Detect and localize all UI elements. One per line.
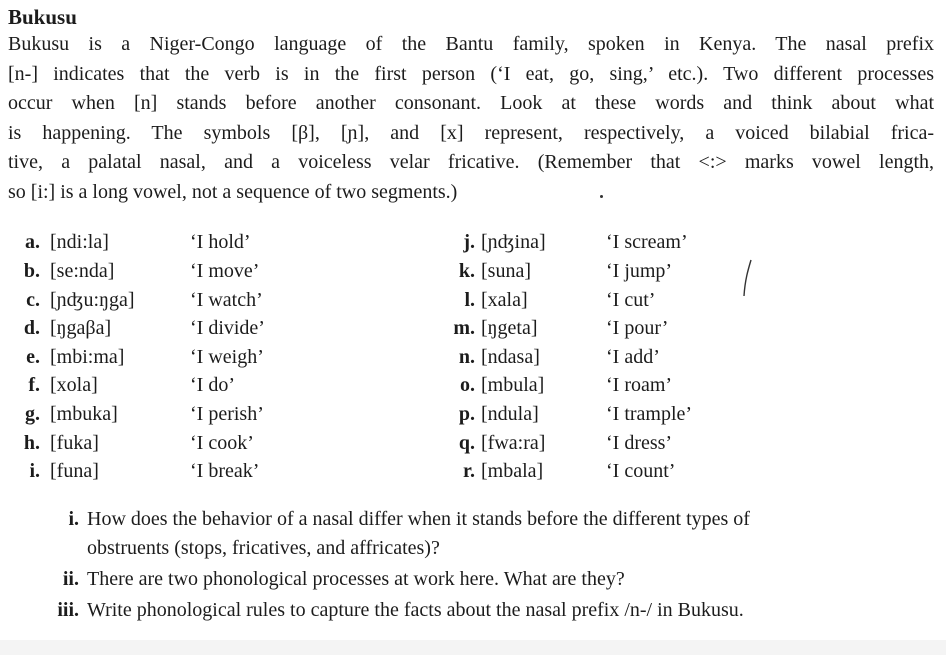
- question-label: i.: [68, 508, 79, 530]
- intro-line: so [i:] is a long vowel, not a sequence of two segments.): [8, 180, 458, 203]
- example-form: [fwa:ra]: [481, 432, 546, 454]
- example-label: d.: [23, 317, 40, 339]
- question-item: [68, 505, 937, 563]
- example-row: [430, 459, 730, 483]
- example-gloss: ‘I add’: [606, 346, 660, 368]
- question-label: ii.: [62, 568, 79, 590]
- intro-line: occur when [n] stands before another consonant. Look at these words and think about what: [8, 92, 934, 115]
- example-gloss: ‘I move’: [190, 260, 260, 282]
- question-item: [62, 565, 937, 594]
- example-form: [ɲʤu:ŋga]: [50, 289, 135, 311]
- example-label: a.: [25, 231, 40, 253]
- example-gloss: ‘I do’: [190, 374, 235, 396]
- example-row: [430, 345, 730, 369]
- example-row: [430, 431, 730, 455]
- example-form: [ŋgeta]: [481, 317, 538, 339]
- example-form: [ŋgaβa]: [50, 317, 112, 339]
- example-row: [430, 316, 730, 340]
- example-form: [mbuka]: [50, 403, 118, 425]
- example-label: i.: [29, 460, 40, 482]
- question-item: [57, 596, 937, 625]
- question-line: obstruents (stops, fricatives, and affricates)?: [87, 537, 440, 559]
- example-form: [mbala]: [481, 460, 544, 482]
- example-row: [430, 230, 730, 254]
- example-row: [0, 230, 420, 254]
- example-gloss: ‘I pour’: [606, 317, 669, 339]
- example-label: l.: [464, 289, 475, 311]
- example-gloss: ‘I trample’: [606, 403, 693, 425]
- example-form: [xola]: [50, 374, 98, 396]
- example-form: [suna]: [481, 260, 531, 282]
- example-label: h.: [23, 432, 40, 454]
- example-gloss: ‘I watch’: [190, 289, 263, 311]
- intro-line: [n-] indicates that the verb is in the first person (‘I eat, go, sing,’ etc.). Two different processes: [8, 62, 934, 85]
- example-gloss: ‘I hold’: [190, 231, 251, 253]
- example-row: [0, 345, 420, 369]
- example-gloss: ‘I count’: [606, 460, 676, 482]
- intro-line: is happening. The symbols [β], [ɲ], and [x] represent, respectively, a voiced bilabial frica-: [8, 121, 934, 144]
- example-form: [ɲʤina]: [481, 231, 546, 253]
- example-label: b.: [23, 260, 40, 282]
- example-label: r.: [462, 460, 475, 482]
- example-gloss: ‘I jump’: [606, 260, 673, 282]
- example-label: m.: [453, 317, 475, 339]
- example-label: e.: [26, 346, 40, 368]
- example-label: k.: [458, 260, 475, 282]
- example-row: [0, 316, 420, 340]
- question-line: There are two phonological processes at work here. What are they?: [87, 568, 625, 590]
- example-row: [430, 288, 730, 312]
- example-form: [se:nda]: [50, 260, 115, 282]
- example-row: [0, 431, 420, 455]
- example-gloss: ‘I cut’: [606, 289, 656, 311]
- example-label: j.: [463, 231, 475, 253]
- example-label: o.: [460, 374, 475, 396]
- example-gloss: ‘I weigh’: [190, 346, 264, 368]
- example-row: [0, 373, 420, 397]
- example-row: [430, 373, 730, 397]
- intro-line: tive, a palatal nasal, and a voiceless velar fricative. (Remember that <:> marks vowel length,: [8, 151, 934, 174]
- example-form: [ndasa]: [481, 346, 540, 368]
- example-row: [430, 402, 730, 426]
- question-line: How does the behavior of a nasal differ when it stands before the different types of: [87, 508, 750, 530]
- example-gloss: ‘I cook’: [190, 432, 254, 454]
- example-form: [ndi:la]: [50, 231, 109, 253]
- example-row: [0, 402, 420, 426]
- intro-paragraph: [8, 30, 934, 208]
- example-row: [430, 259, 730, 283]
- example-row: [0, 259, 420, 283]
- example-gloss: ‘I scream’: [606, 231, 688, 253]
- example-label: q.: [458, 432, 475, 454]
- section-title: Bukusu: [8, 5, 77, 29]
- example-gloss: ‘I dress’: [606, 432, 673, 454]
- example-form: [mbula]: [481, 374, 545, 396]
- example-form: [mbi:ma]: [50, 346, 125, 368]
- example-row: [0, 459, 420, 483]
- example-label: g.: [25, 403, 40, 425]
- page-bottom-edge: [0, 640, 946, 655]
- example-form: [ndula]: [481, 403, 539, 425]
- example-gloss: ‘I break’: [190, 460, 260, 482]
- intro-line: Bukusu is a Niger-Congo language of the Bantu family, spoken in Kenya. The nasal prefix: [8, 33, 934, 55]
- question-label: iii.: [57, 599, 79, 621]
- question-line: Write phonological rules to capture the facts about the nasal prefix /n-/ in Bukusu.: [87, 599, 744, 621]
- example-row: [0, 288, 420, 312]
- example-gloss: ‘I divide’: [190, 317, 265, 339]
- margin-pencil-mark: [740, 258, 754, 298]
- example-label: n.: [458, 346, 475, 368]
- example-label: c.: [26, 289, 40, 311]
- example-form: [xala]: [481, 289, 528, 311]
- example-label: f.: [28, 374, 40, 396]
- example-form: [funa]: [50, 460, 99, 482]
- stray-dot-mark: [600, 195, 603, 198]
- example-label: p.: [458, 403, 475, 425]
- example-form: [fuka]: [50, 432, 99, 454]
- example-gloss: ‘I roam’: [606, 374, 673, 396]
- example-gloss: ‘I perish’: [190, 403, 264, 425]
